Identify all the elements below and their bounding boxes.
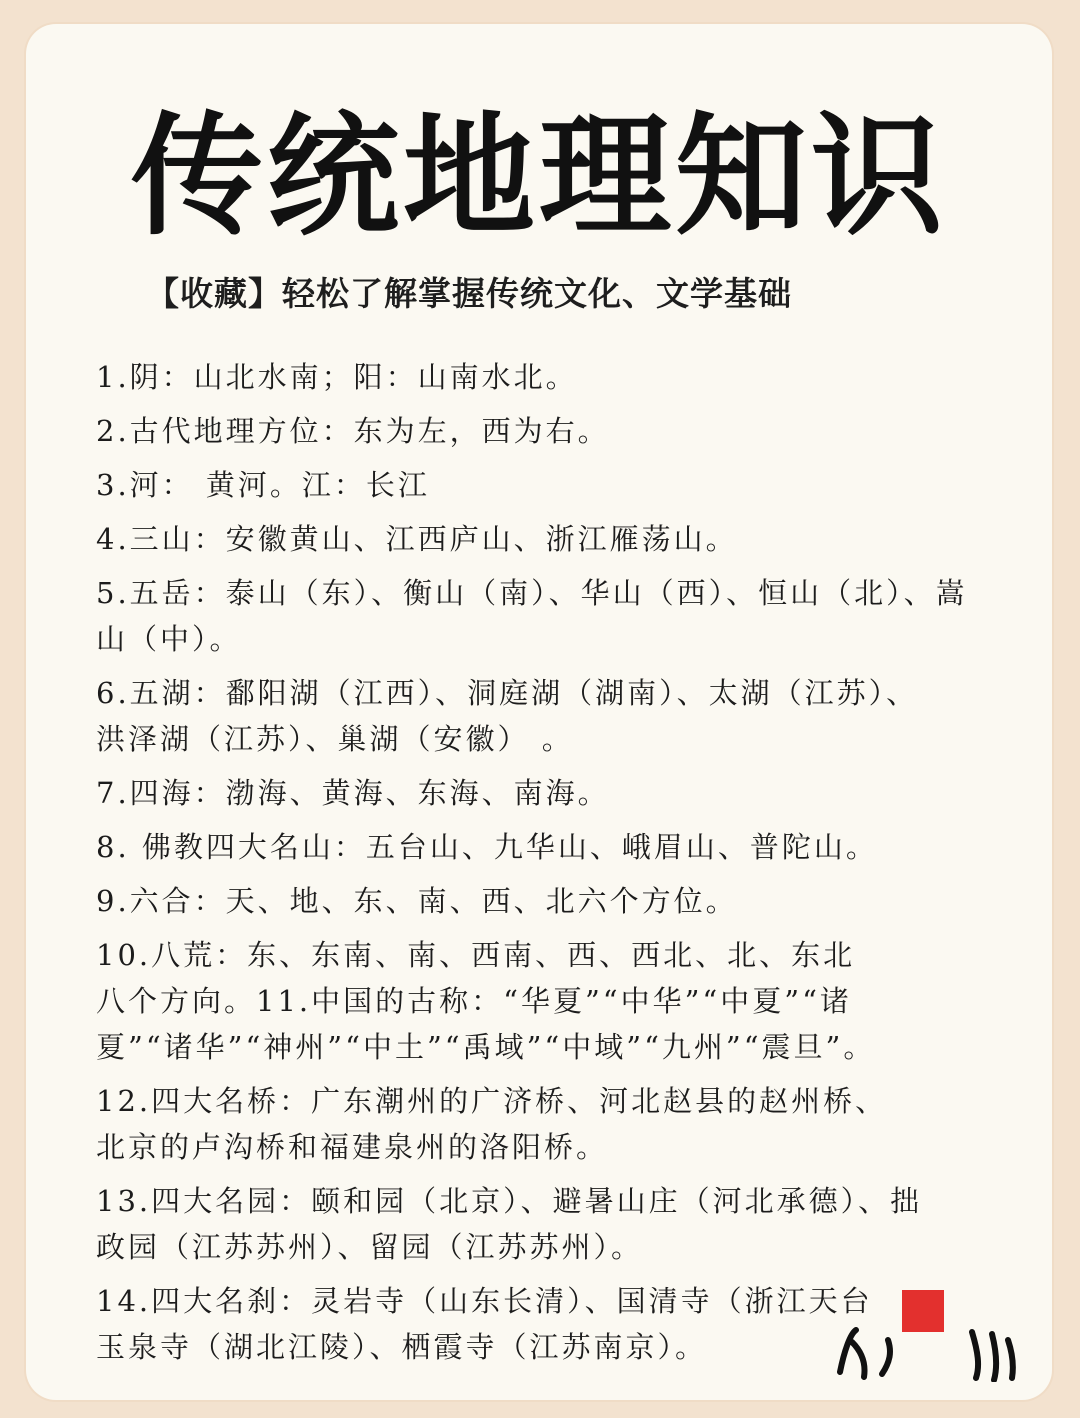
list-item-line: 5.五岳：泰山（东）、衡山（南）、华山（西）、恒山（北）、嵩 [96,576,968,610]
list-item [96,462,996,508]
list-item-line: 政园（江苏苏州）、留园（江苏苏州）。 [96,1230,644,1264]
list-item [96,516,996,562]
list-item-line: 2.古代地理方位：东为左，西为右。 [96,414,610,448]
list-item [96,770,996,816]
list-item [96,1178,996,1270]
list-item [96,408,996,454]
list-item-line: 北京的卢沟桥和福建泉州的洛阳桥。 [96,1130,609,1164]
list-item [96,1078,996,1170]
brush-calligraphy-decoration [822,1322,1022,1382]
page-title: 传统地理知识 [131,99,947,254]
list-item-line: 洪泽湖（江苏）、巢湖（安徽） 。 [96,722,574,756]
list-item-line: 13.四大名园：颐和园（北京）、避暑山庄（河北承德）、拙 [96,1184,923,1218]
content-card [26,24,1052,1400]
list-item-line: 12.四大名桥：广东潮州的广济桥、河北赵县的赵州桥、 [96,1084,888,1118]
list-item-line: 山（中）。 [96,622,242,656]
list-item-line: 9.六合：天、地、东、南、西、北六个方位。 [96,884,738,918]
list-item-line: 玉泉寺（湖北江陵）、栖霞寺（江苏南京）。 [96,1330,708,1364]
list-item-line: 8. 佛教四大名山：五台山、九华山、峨眉山、普陀山。 [96,830,878,864]
list-item-line: 7.四海：渤海、黄海、东海、南海。 [96,776,610,810]
list-item [96,878,996,924]
page-subtitle: 【收藏】轻松了解掌握传统文化、文学基础 [146,274,792,313]
list-item-line: 1.阴：山北水南；阳：山南水北。 [96,360,578,394]
list-item-line: 3.河： 黄河。江：长江 [96,468,430,502]
knowledge-list [96,354,996,1378]
list-item [96,932,996,1070]
list-item-line: 八个方向。11.中国的古称：“华夏”“中华”“中夏”“诸 [96,984,852,1018]
list-item-line: 4.三山：安徽黄山、江西庐山、浙江雁荡山。 [96,522,738,556]
list-item-line: 6.五湖：鄱阳湖（江西）、洞庭湖（湖南）、太湖（江苏）、 [96,676,919,710]
list-item [96,354,996,400]
list-item [96,570,996,662]
list-item-line: 10.八荒：东、东南、南、西南、西、西北、北、东北 [96,938,856,972]
list-item-line: 14.四大名刹：灵岩寺（山东长清）、国清寺（浙江天台 [96,1284,873,1318]
list-item [96,824,996,870]
list-item [96,670,996,762]
list-item-line: 夏”“诸华”“神州”“中土”“禹域”“中域”“九州”“震旦”。 [96,1030,876,1064]
